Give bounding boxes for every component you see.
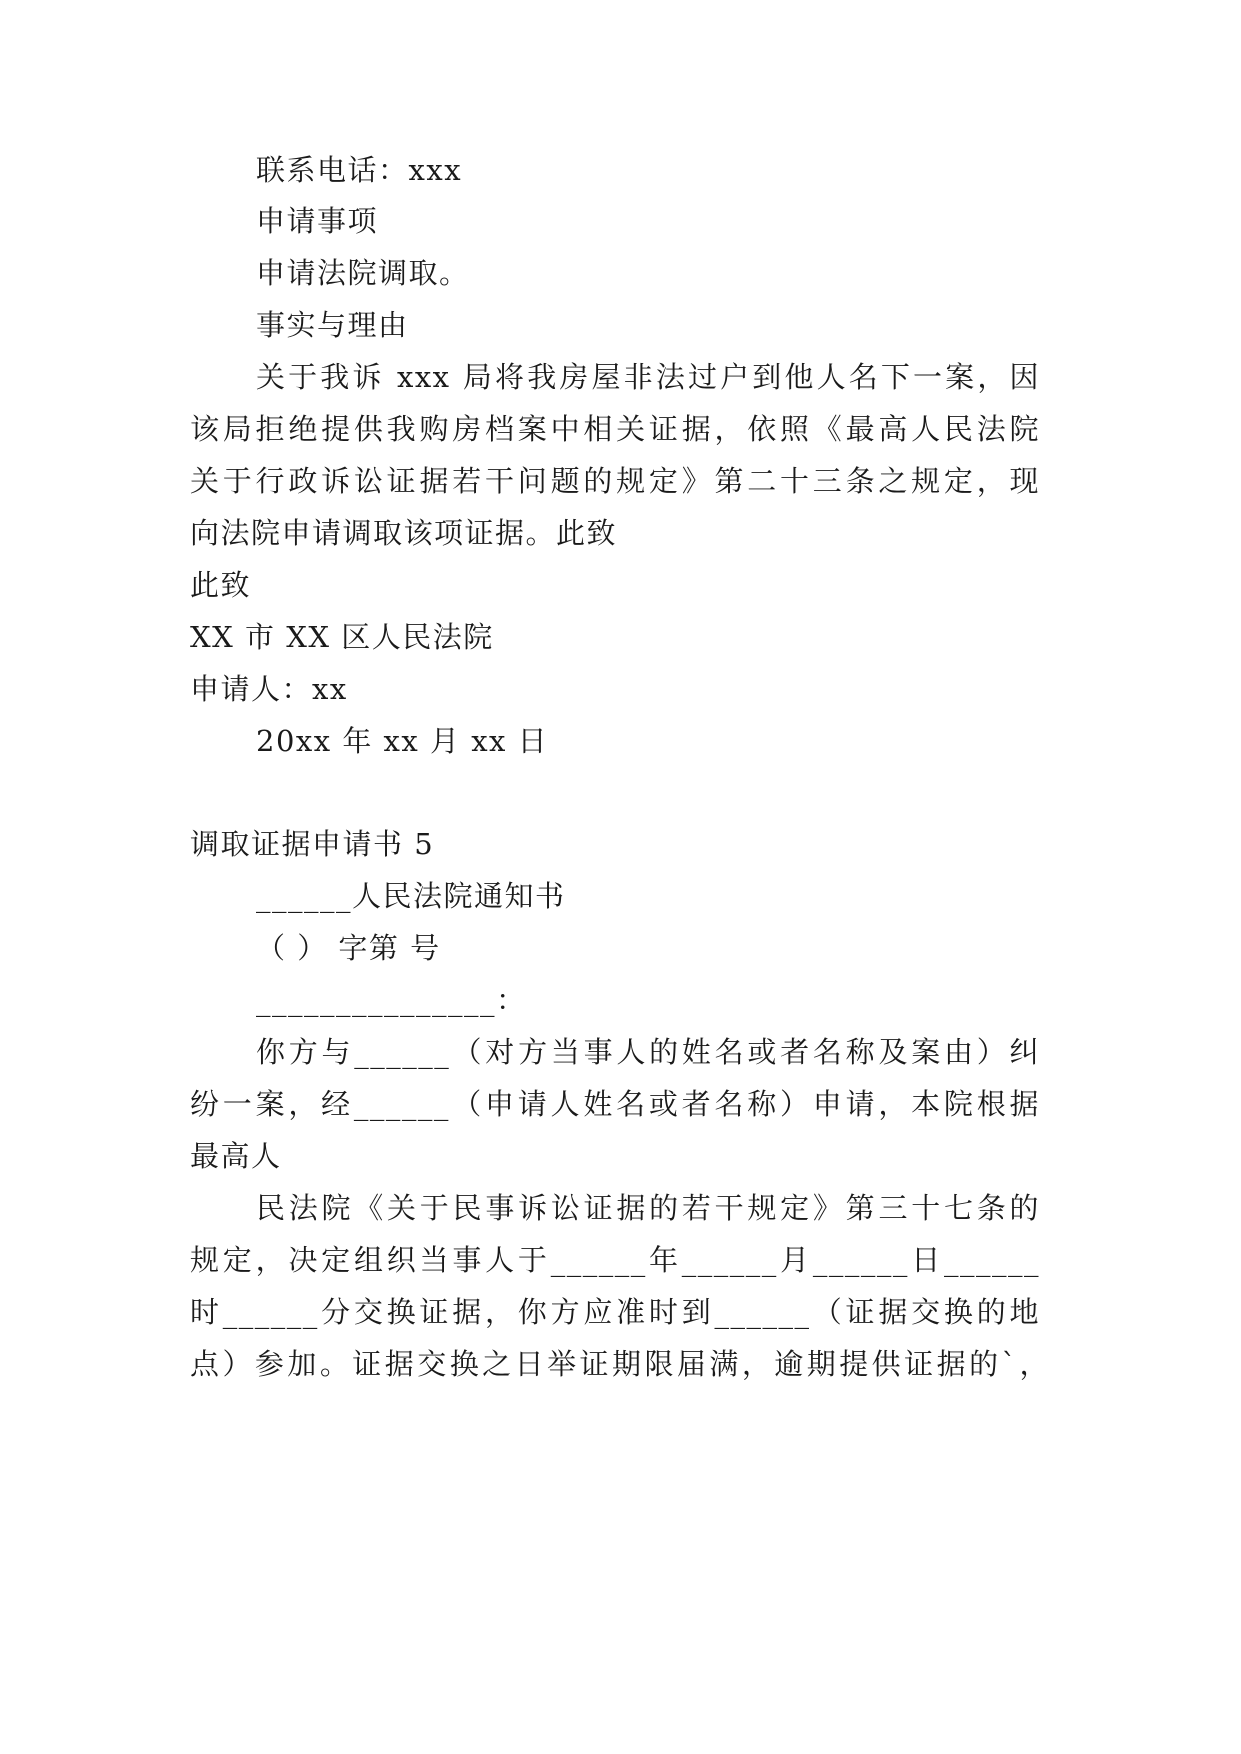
- notice-paragraph-line: 纷一案，经______（申请人姓名或者名称）申请，本院根据: [190, 1087, 1040, 1121]
- date-line: 20xx 年 xx 月 xx 日: [256, 724, 549, 758]
- addressee-line: _______________：: [256, 983, 527, 1017]
- notice-paragraph-line: 规定，决定组织当事人于______年______月______日______: [190, 1243, 1040, 1277]
- facts-paragraph-line: 关于我诉 xxx 局将我房屋非法过户到他人名下一案，因: [256, 360, 1040, 394]
- case-number-line: （ ） 字第 号: [256, 931, 441, 965]
- application-items-heading: 申请事项: [256, 204, 379, 238]
- contact-phone-line: 联系电话：xxx: [256, 153, 463, 187]
- facts-paragraph-line: 关于行政诉讼证据若干问题的规定》第二十三条之规定，现: [190, 464, 1040, 498]
- notice-paragraph-line: 民法院《关于民事诉讼证据的若干规定》第三十七条的: [256, 1191, 1040, 1225]
- closing-salutation: 此致: [190, 568, 252, 602]
- court-name: XX 市 XX 区人民法院: [190, 620, 494, 654]
- notice-paragraph-line: 时______分交换证据，你方应准时到______（证据交换的地: [190, 1295, 1040, 1329]
- applicant-line: 申请人：xx: [190, 672, 348, 706]
- application-items-text: 申请法院调取。: [256, 256, 470, 290]
- notice-paragraph-line: 点）参加。证据交换之日举证期限届满，逾期提供证据的`，: [190, 1347, 1050, 1381]
- facts-paragraph-line: 向法院申请调取该项证据。此致: [190, 516, 618, 550]
- notice-title: ______人民法院通知书: [256, 879, 566, 913]
- facts-reasons-heading: 事实与理由: [256, 308, 409, 342]
- facts-paragraph-line: 该局拒绝提供我购房档案中相关证据，依照《最高人民法院: [190, 412, 1040, 446]
- notice-paragraph-line: 最高人: [190, 1139, 282, 1173]
- notice-paragraph-line: 你方与______（对方当事人的姓名或者名称及案由）纠: [256, 1035, 1040, 1069]
- section-title: 调取证据申请书 5: [190, 827, 435, 861]
